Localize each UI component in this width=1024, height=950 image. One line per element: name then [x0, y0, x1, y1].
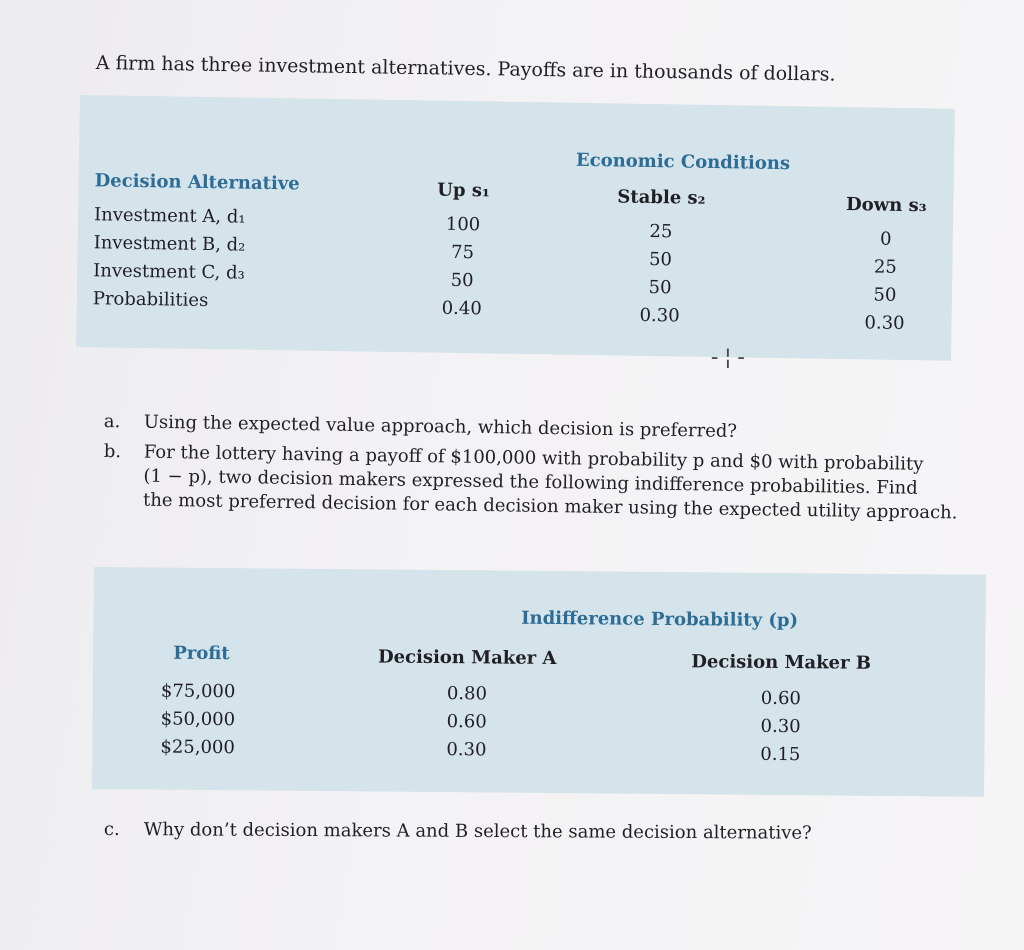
- column-values-down: [864, 225, 906, 338]
- table-cell: 0.30: [864, 312, 905, 334]
- column-header-down: Down s₃: [845, 194, 927, 217]
- table-cell: 25: [873, 256, 898, 278]
- table-cell: 50: [873, 284, 897, 306]
- table-cell: 0: [879, 228, 892, 250]
- table-row-label: $75,000: [160, 680, 236, 703]
- indifference-table: [92, 567, 986, 797]
- table-cell: 100: [445, 213, 481, 236]
- question-c: [104, 818, 984, 847]
- question-b-line: (1 − p), two decision makers expressed the following indifference probabilities. Find: [143, 465, 918, 499]
- table-cell: 0.80: [446, 683, 488, 705]
- column-values-up: [441, 211, 483, 324]
- payoff-table: [76, 95, 955, 361]
- table-cell: 0.30: [639, 304, 680, 327]
- problem-intro: A firm has three investment alternatives. Payoffs are in thousands of dollars.: [95, 52, 836, 86]
- table-cell: 0.15: [760, 743, 801, 766]
- row-labels: [93, 201, 246, 315]
- decision-maker-b-values: [760, 685, 801, 769]
- question-b: [103, 440, 984, 526]
- table-cell: 0.60: [446, 711, 487, 733]
- column-header-stable: Stable s₂: [617, 186, 706, 209]
- table-cell: 50: [648, 248, 673, 271]
- table-row-label: $50,000: [160, 708, 236, 731]
- decision-maker-a-values: [446, 680, 487, 764]
- table-cell: 0.60: [760, 687, 802, 710]
- table-row-label: Probabilities: [92, 288, 209, 312]
- table-cell: 50: [450, 269, 474, 292]
- table-row-label: Investment A, d₁: [93, 204, 246, 228]
- table-cell: 0.40: [441, 297, 482, 320]
- table-cell: 75: [450, 241, 475, 264]
- indifference-probability-header: Indifference Probability (p): [521, 607, 799, 632]
- question-a-text: Using the expected value approach, which decision is preferred?: [143, 411, 738, 442]
- crosshair-cursor-icon: -¦-: [708, 345, 748, 370]
- decision-maker-b-header: Decision Maker B: [691, 651, 872, 674]
- question-c-text: Why don’t decision makers A and B select the same decision alternative?: [143, 819, 812, 844]
- profit-values: [160, 678, 235, 763]
- question-b-label: b.: [103, 440, 122, 463]
- decision-alternative-header: Decision Alternative: [94, 170, 300, 195]
- table-cell: 0.30: [760, 715, 801, 738]
- decision-maker-a-header: Decision Maker A: [377, 646, 557, 670]
- question-a-label: a.: [103, 410, 121, 433]
- profit-header: Profit: [173, 642, 230, 665]
- table-row-label: Investment B, d₂: [93, 232, 246, 256]
- table-row-label: Investment C, d₃: [93, 260, 245, 284]
- question-c-label: c.: [103, 819, 120, 841]
- question-b-text: [143, 441, 959, 526]
- question-b-line: the most preferred decision for each decision maker using the expected utility approach.: [142, 489, 958, 524]
- table-cell: 0.30: [446, 739, 487, 761]
- table-cell: 50: [648, 276, 672, 299]
- column-values-stable: [639, 218, 681, 331]
- question-b-line: For the lottery having a payoff of $100,000 with probability p and $0 with probability: [143, 441, 924, 475]
- economic-conditions-header: Economic Conditions: [575, 149, 791, 175]
- table-cell: 25: [649, 220, 673, 243]
- column-header-up: Up s₁: [437, 179, 490, 202]
- table-row-label: $25,000: [160, 736, 235, 759]
